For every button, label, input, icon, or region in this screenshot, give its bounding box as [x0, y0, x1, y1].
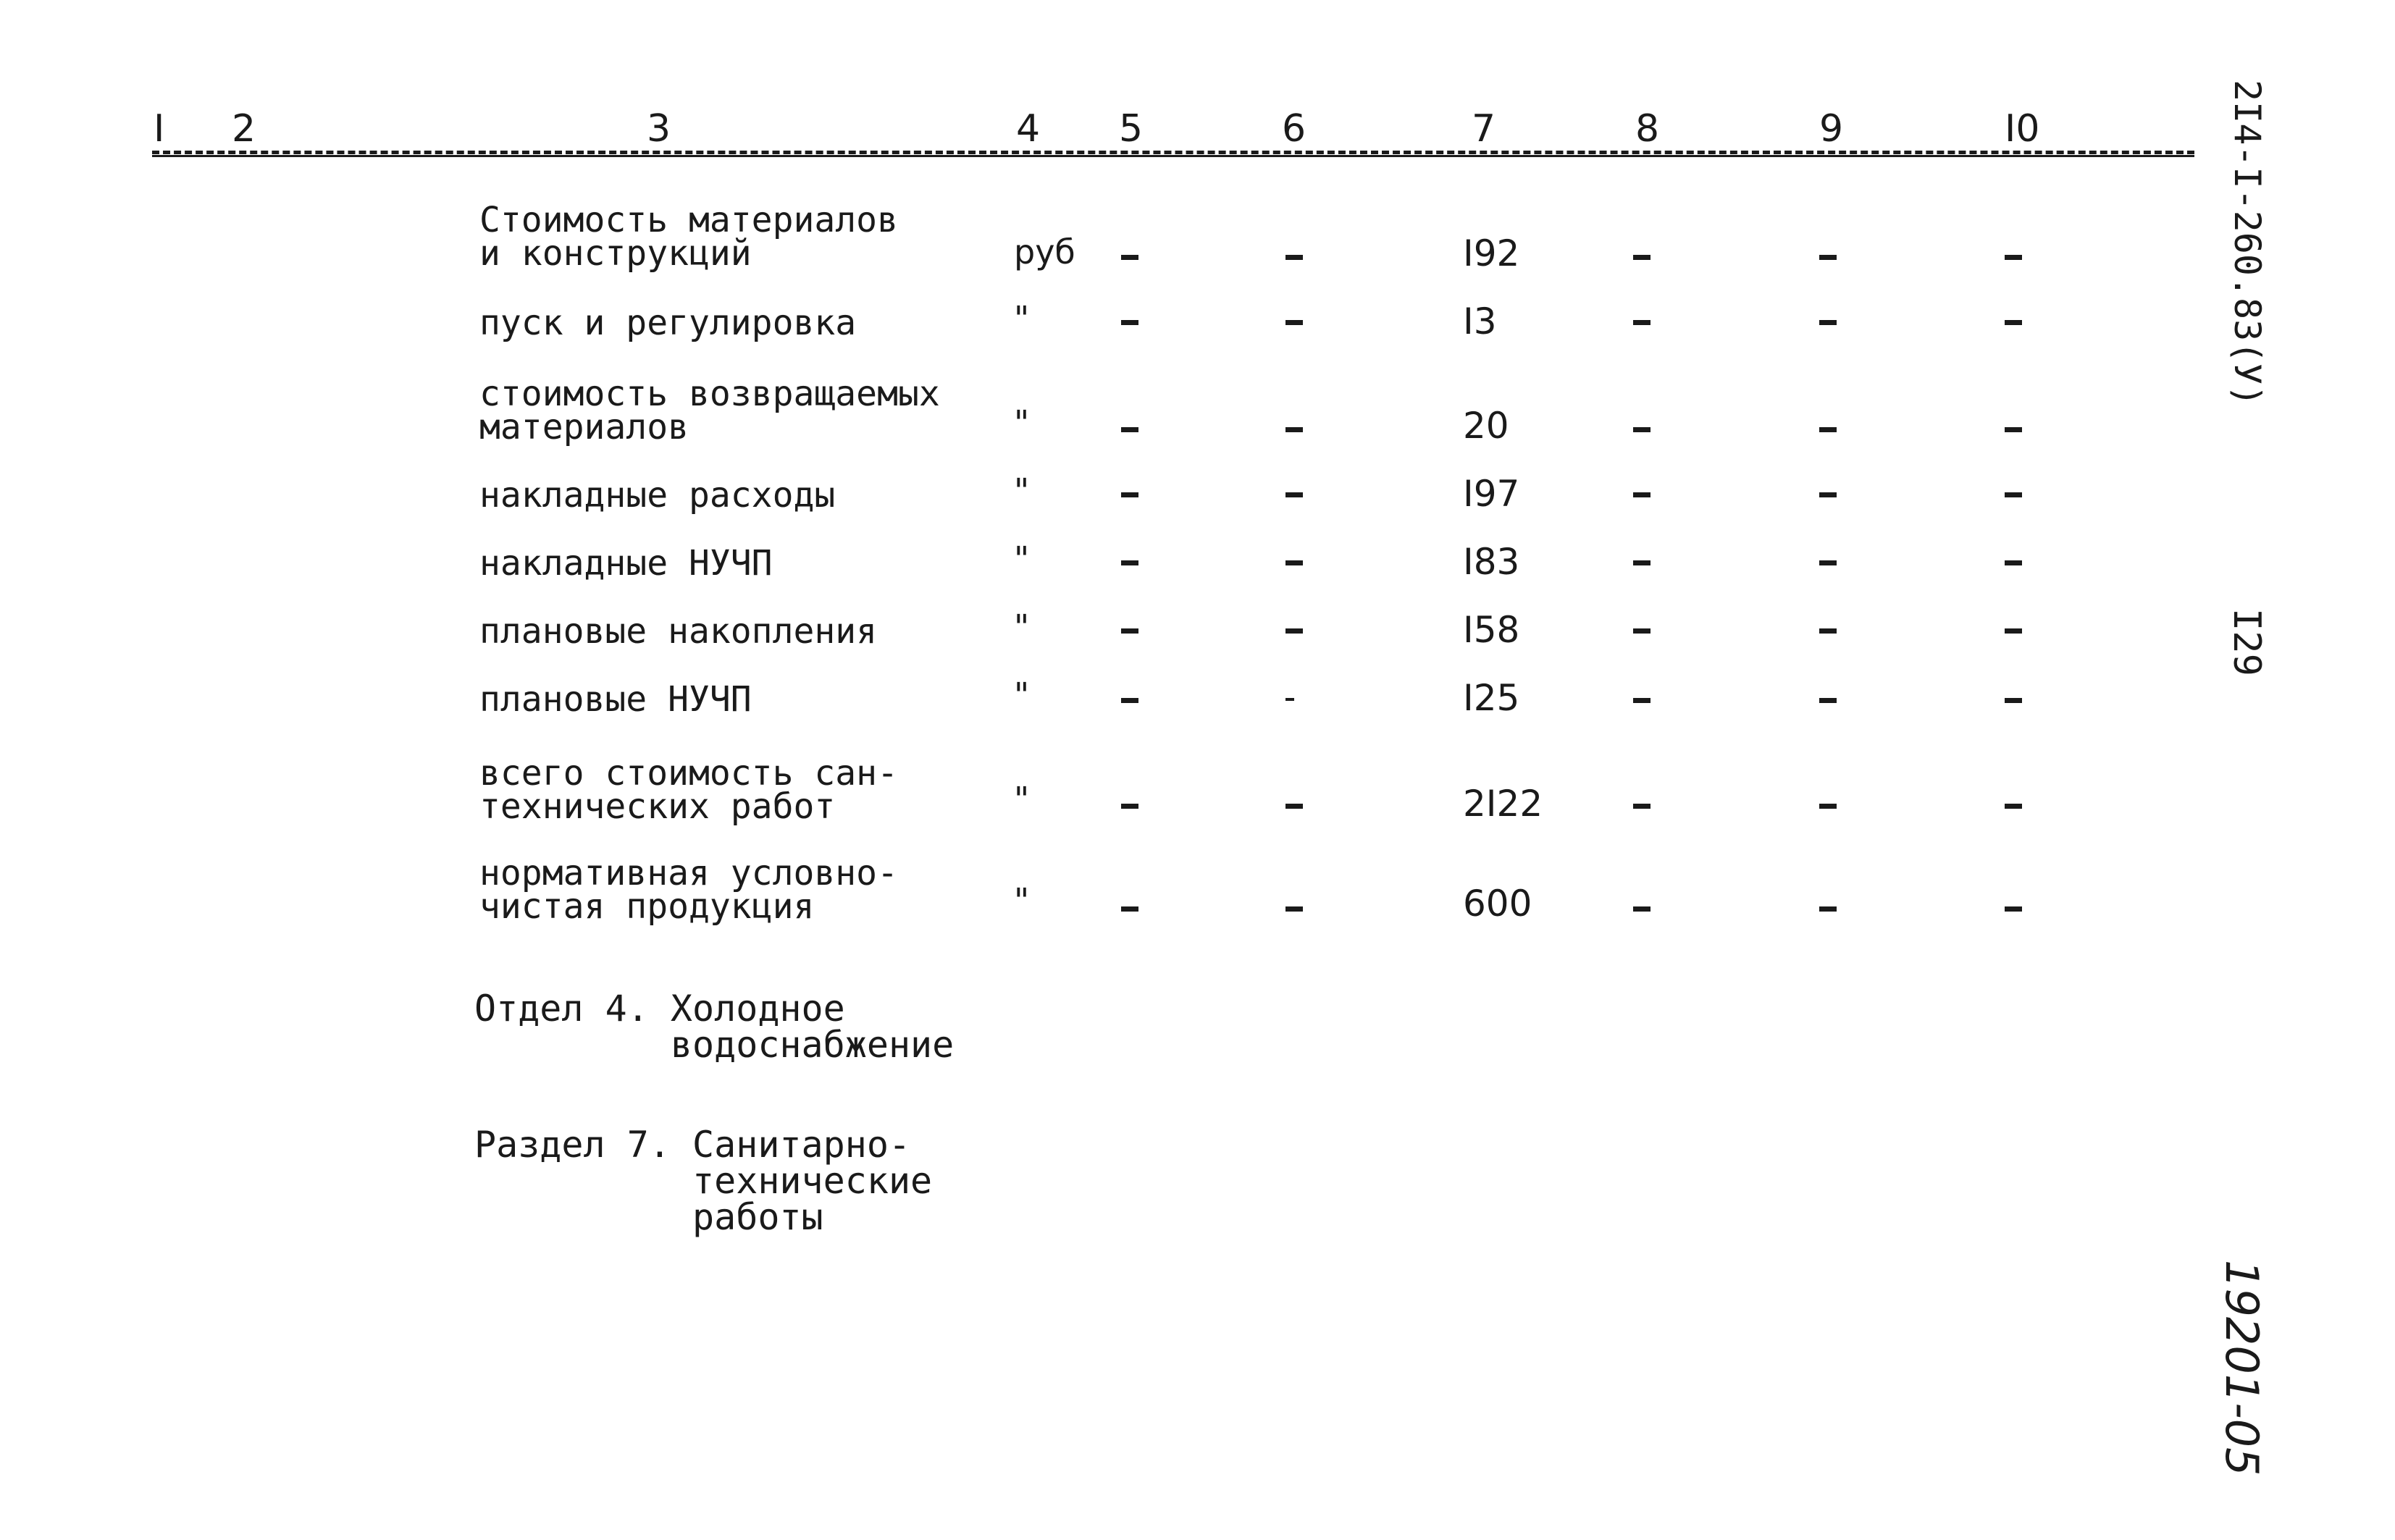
column-header-4: 4	[1016, 107, 1041, 151]
row-name-line-2: технических работ	[479, 786, 836, 827]
col8-dash	[1633, 560, 1651, 565]
col8-dash	[1633, 628, 1651, 634]
col10-dash	[2005, 628, 2022, 634]
col6-dash	[1285, 320, 1303, 325]
col9-dash	[1819, 492, 1837, 497]
col5-dash	[1121, 320, 1138, 325]
col5-dash	[1121, 255, 1138, 260]
column-header-3: 3	[647, 107, 671, 151]
col5-dash	[1121, 804, 1138, 809]
row-unit: руб	[1014, 232, 1075, 272]
col6-dash	[1285, 427, 1303, 432]
header-rule	[152, 151, 2194, 154]
col8-dash	[1633, 427, 1651, 432]
col6-dash	[1285, 906, 1303, 912]
col7-value: I25	[1463, 677, 1520, 719]
col5-dash	[1121, 906, 1138, 912]
row-unit: "	[1014, 881, 1030, 920]
col8-dash	[1633, 492, 1651, 497]
row-name-line-1: нормативная условно-	[479, 853, 898, 893]
document-code: 2I4-I-260.83(У)	[2226, 80, 2268, 407]
col6-dash	[1285, 628, 1303, 634]
col5-dash	[1121, 427, 1138, 432]
row-unit: "	[1014, 539, 1030, 578]
stamp-number: 19201-05	[2215, 1260, 2268, 1476]
col10-dash	[2005, 492, 2022, 497]
column-header-10: I0	[2005, 107, 2040, 151]
col10-dash	[2005, 427, 2022, 432]
page-number: I29	[2225, 608, 2268, 676]
otdel-heading: Отдел 4. Холодное водоснабжение	[474, 988, 955, 1066]
col10-dash	[2005, 320, 2022, 325]
col6-dash	[1285, 560, 1303, 565]
col8-dash	[1633, 804, 1651, 809]
col6-dash	[1285, 804, 1303, 809]
col10-dash	[2005, 804, 2022, 809]
col8-dash	[1633, 906, 1651, 912]
col9-dash	[1819, 320, 1837, 325]
row-name-line-1: Стоимость материалов	[479, 200, 898, 240]
row-unit: "	[1014, 299, 1030, 338]
column-header-9: 9	[1819, 107, 1844, 151]
row-name-line-1: плановые НУЧП	[479, 679, 752, 720]
col5-dash	[1121, 492, 1138, 497]
row-unit: "	[1014, 471, 1030, 510]
col7-value: 20	[1463, 405, 1509, 447]
row-unit: "	[1014, 607, 1030, 647]
col7-value: 600	[1463, 883, 1532, 925]
col7-value: I83	[1463, 541, 1520, 583]
col9-dash	[1819, 698, 1837, 703]
col6-dash	[1285, 698, 1294, 701]
row-name-line-1: накладные расходы	[479, 475, 836, 516]
col5-dash	[1121, 628, 1138, 634]
column-header-8: 8	[1635, 107, 1660, 151]
column-header-1: I	[154, 107, 165, 151]
col6-dash	[1285, 255, 1303, 260]
column-header-2: 2	[232, 107, 256, 151]
col6-dash	[1285, 492, 1303, 497]
col10-dash	[2005, 255, 2022, 260]
col7-value: I97	[1463, 473, 1520, 515]
col7-value: I92	[1463, 232, 1520, 274]
column-header-6: 6	[1282, 107, 1306, 151]
row-unit: "	[1014, 676, 1030, 715]
row-unit: "	[1014, 403, 1030, 442]
col9-dash	[1819, 906, 1837, 912]
col9-dash	[1819, 804, 1837, 809]
col8-dash	[1633, 320, 1651, 325]
row-name-line-1: всего стоимость сан-	[479, 753, 898, 794]
razdel-heading: Раздел 7. Санитарно- технические работы	[474, 1124, 933, 1238]
row-name-line-1: стоимость возвращаемых	[479, 374, 940, 414]
col5-dash	[1121, 560, 1138, 565]
col5-dash	[1121, 698, 1138, 703]
col10-dash	[2005, 560, 2022, 565]
column-header-7: 7	[1472, 107, 1496, 151]
row-name-line-1: накладные НУЧП	[479, 543, 773, 584]
row-name-line-2: и конструкций	[479, 233, 752, 274]
col9-dash	[1819, 628, 1837, 634]
col10-dash	[2005, 906, 2022, 912]
col10-dash	[2005, 698, 2022, 703]
row-name-line-1: пуск и регулировка	[479, 303, 857, 343]
header-rule-underline	[152, 155, 2194, 157]
col7-value: I58	[1463, 609, 1520, 651]
column-header-5: 5	[1119, 107, 1144, 151]
row-name-line-2: материалов	[479, 407, 689, 447]
col7-value: 2I22	[1463, 783, 1543, 825]
col8-dash	[1633, 698, 1651, 703]
col9-dash	[1819, 427, 1837, 432]
col7-value: I3	[1463, 300, 1497, 342]
row-name-line-2: чистая продукция	[479, 886, 815, 927]
col9-dash	[1819, 255, 1837, 260]
col9-dash	[1819, 560, 1837, 565]
row-name-line-1: плановые накопления	[479, 611, 878, 652]
col8-dash	[1633, 255, 1651, 260]
row-unit: "	[1014, 780, 1030, 819]
